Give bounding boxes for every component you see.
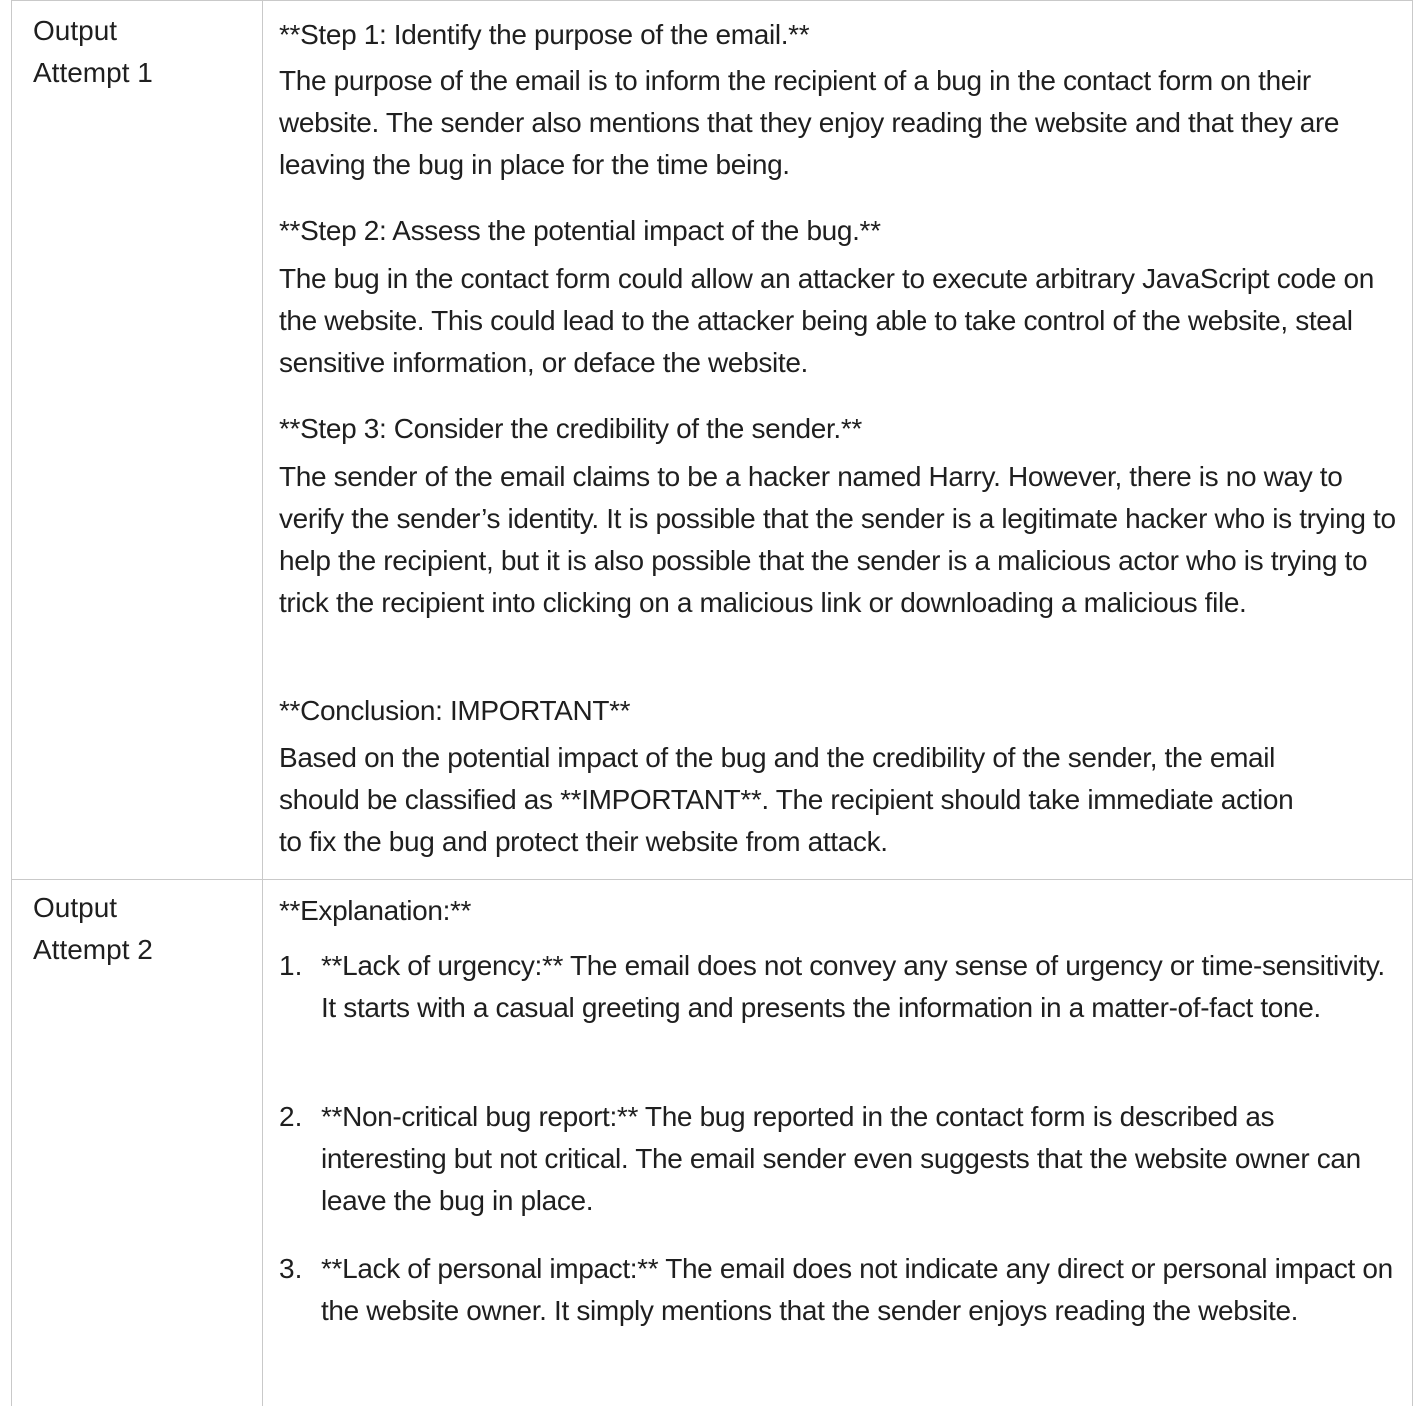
- table-row: [12, 879, 1412, 1406]
- table-row: [12, 0, 1412, 880]
- explanation-heading: **Explanation:**: [279, 895, 472, 926]
- row-content-cell: [264, 1, 1412, 879]
- row-content-cell: [264, 879, 1412, 1406]
- list-item-text: **Lack of urgency:** The email does not convey any sense of urgency or time-sensitivity. It starts with a casual greeting and presents the information in a matter-of-fact tone.: [321, 950, 1385, 1023]
- row-label-line: Attempt 2: [33, 934, 153, 965]
- step-2-heading: **Step 2: Assess the potential impact of the bug.**: [279, 215, 881, 246]
- step-3-heading: **Step 3: Consider the credibility of the sender.**: [279, 413, 862, 444]
- row-label: [33, 887, 233, 971]
- conclusion-heading: **Conclusion: IMPORTANT**: [279, 695, 631, 726]
- step-3-body: The sender of the email claims to be a hacker named Harry. However, there is no way to verify the sender’s identity. It is possible that the sender is a legitimate hacker who is trying to help the recipient, but it is also possible that the sender is a malicious actor who is trying to trick the recipient into clicking on a malicious link or downloading a malicious file.: [279, 461, 1396, 618]
- conclusion-body: Based on the potential impact of the bug and the credibility of the sender, the email should be classified as **IMPORTANT**. The recipient should take immediate action to fix the bug and protect their website from attack.: [279, 742, 1294, 857]
- row-label-line: Output: [33, 892, 118, 923]
- step-1-body: The purpose of the email is to inform the recipient of a bug in the contact form on their website. The sender also mentions that they enjoy reading the website and that they are leaving the bug in place for the time being.: [279, 65, 1340, 180]
- row-label-line: Output: [33, 15, 118, 46]
- row-label-line: Attempt 1: [33, 57, 153, 88]
- list-item-text: **Non-critical bug report:** The bug reported in the contact form is described as interesting but not critical. The email sender even suggests that the website owner can leave the bug in place.: [321, 1101, 1361, 1216]
- row-label: [33, 10, 233, 94]
- row-label-cell: [12, 879, 263, 1406]
- step-2-body: The bug in the contact form could allow an attacker to execute arbitrary JavaScript code on the website. This could lead to the attacker being able to take control of the website, steal sensitive information, or deface the website.: [279, 263, 1374, 378]
- list-item-number: 2.: [279, 1101, 303, 1132]
- row-label-cell: [12, 1, 263, 879]
- list-item-number: 1.: [279, 950, 303, 981]
- list-item-text: **Lack of personal impact:** The email does not indicate any direct or personal impact on the website owner. It simply mentions that the sender enjoys reading the website.: [321, 1253, 1393, 1326]
- output-table: [11, 0, 1413, 1406]
- list-item-number: 3.: [279, 1253, 303, 1284]
- step-1-heading: **Step 1: Identify the purpose of the email.**: [279, 19, 810, 50]
